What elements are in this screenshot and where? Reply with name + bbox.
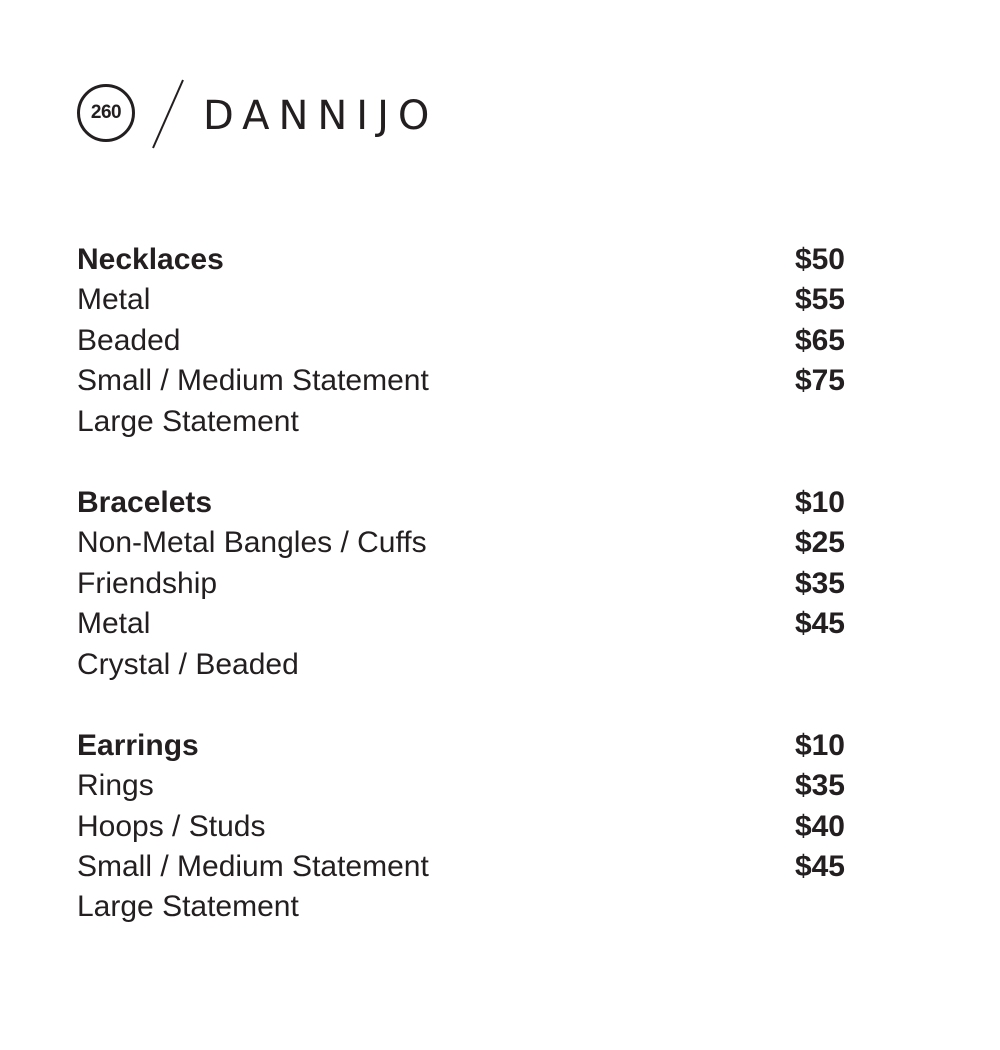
section-heading: Earrings — [77, 728, 199, 762]
list-item: Beaded — [77, 323, 181, 357]
price: $75 — [794, 364, 845, 398]
price: $10 — [794, 728, 845, 762]
section-earrings — [77, 726, 845, 928]
section-heading: Necklaces — [77, 243, 224, 276]
slash-divider-icon — [149, 78, 189, 150]
section-heading: Bracelets — [77, 485, 213, 519]
list-item: Crystal / Beaded — [77, 647, 299, 681]
price-column — [795, 726, 845, 928]
brand-name: DANNIJO — [203, 93, 439, 139]
list-item: Friendship — [77, 566, 218, 600]
list-item: Hoops / Studs — [77, 809, 266, 843]
list-item: Metal — [77, 607, 151, 641]
price: $50 — [794, 243, 845, 276]
price: $40 — [794, 809, 845, 843]
item-list — [77, 483, 427, 685]
price: $25 — [794, 526, 845, 560]
section-necklaces — [77, 240, 845, 442]
price: $35 — [794, 566, 845, 600]
list-item: Small / Medium Statement — [77, 850, 429, 884]
price-column — [795, 240, 845, 442]
price-column — [795, 483, 845, 685]
section-bracelets — [77, 483, 845, 685]
list-item: Large Statement — [77, 890, 299, 924]
list-item: Non-Metal Bangles / Cuffs — [77, 526, 427, 560]
logo-badge: 260 — [77, 84, 135, 142]
list-item: Small / Medium Statement — [77, 364, 429, 398]
price: $65 — [794, 323, 845, 357]
list-item: Metal — [77, 283, 151, 317]
price: $45 — [794, 850, 845, 884]
list-item: Rings — [77, 769, 154, 803]
price: $45 — [794, 607, 845, 641]
price: $55 — [794, 283, 845, 317]
header — [77, 78, 497, 154]
list-item: Large Statement — [77, 404, 299, 438]
item-list — [77, 240, 429, 442]
price: $35 — [794, 769, 845, 803]
item-list — [77, 726, 429, 928]
price-list — [77, 240, 845, 969]
price: $10 — [794, 485, 845, 519]
